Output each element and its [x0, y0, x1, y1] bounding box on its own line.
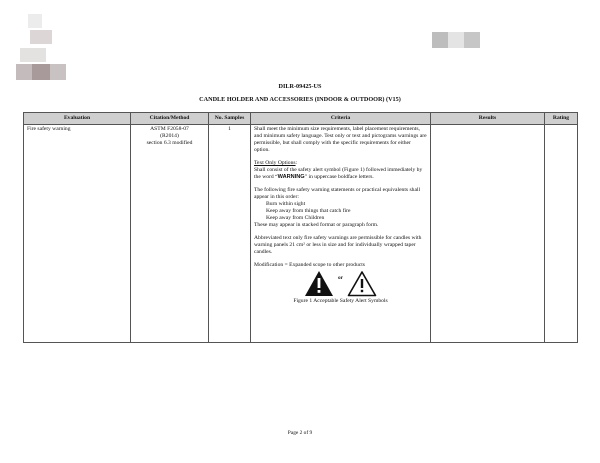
text-only-colon: :	[295, 160, 298, 167]
statement-item: Burn within sight	[266, 201, 306, 208]
col-header-evaluation: Evaluation	[24, 113, 131, 125]
safety-symbols-figure	[254, 270, 427, 297]
criteria-statements	[254, 187, 427, 228]
criteria-abbreviated: Abbreviated text only fire safety warnings are permissible for candles with warning panels 21 cm² or less in size and for individually wrapped taper candles.	[254, 235, 422, 255]
safety-alert-outline-icon	[347, 270, 377, 297]
cell-evaluation: Fire safety warning	[24, 124, 131, 342]
or-label: or	[338, 276, 343, 282]
table-header-row	[24, 113, 578, 125]
document-title: CANDLE HOLDER AND ACCESSORIES (INDOOR & OUTDOOR) (V15)	[199, 96, 401, 103]
cell-citation	[131, 124, 209, 342]
col-header-citation: Citation/Method	[131, 113, 209, 125]
cell-results	[431, 124, 545, 342]
text-only-pre: Shall consist of the safety alert symbol (Figure 1) followed immediately by the word “	[254, 166, 423, 180]
col-header-rating: Rating	[545, 113, 578, 125]
statements-intro: The following fire safety warning statements or practical equivalents shall appear in this order:	[254, 187, 421, 201]
figure-caption: Figure 1 Acceptable Safety Alert Symbols	[293, 298, 388, 305]
citation-section: section 6.3 modified	[146, 139, 193, 146]
text-only-heading: Text Only Options	[254, 160, 296, 167]
criteria-intro: Shall meet the minimum size requirements, label placement requirements, and minimum safety language. Test only or text and pictograms warnings are permissible, but shall comply with the specific requirements for either option.	[254, 125, 427, 153]
specification-table	[23, 112, 578, 343]
cell-rating	[545, 124, 578, 342]
col-header-results: Results	[431, 113, 545, 125]
col-header-criteria: Criteria	[251, 113, 431, 125]
col-header-samples: No. Samples	[209, 113, 251, 125]
citation-revision: (R2014)	[160, 132, 179, 139]
criteria-modification: Modification = Expanded scope to other products	[254, 262, 365, 269]
warning-word: WARNING	[277, 173, 305, 180]
cell-criteria	[251, 124, 431, 342]
criteria-text-only	[254, 160, 427, 181]
statement-item: Keep away from Children	[266, 214, 325, 221]
safety-alert-filled-icon	[304, 270, 334, 297]
header-redacted-blocks	[432, 32, 480, 48]
statement-item: Keep away from things that catch fire	[266, 207, 351, 214]
citation-standard: ASTM F2058-07	[150, 125, 189, 132]
statements-outro: These may appear in stacked format or paragraph form.	[254, 221, 379, 228]
company-logo	[16, 14, 68, 80]
cell-samples: 1	[209, 124, 251, 342]
document-id: DILR-09425-US	[278, 83, 322, 90]
table-row	[24, 124, 578, 342]
page-number: Page 2 of 9	[287, 430, 313, 436]
text-only-post: ” in uppercase boldface letters.	[304, 173, 374, 180]
